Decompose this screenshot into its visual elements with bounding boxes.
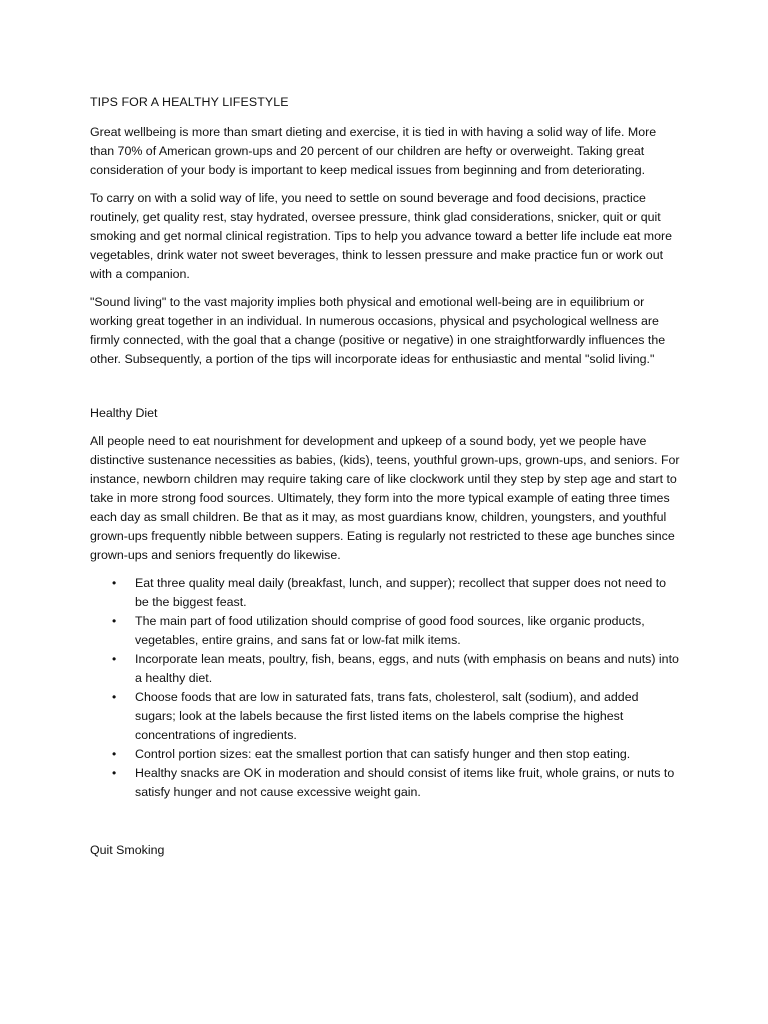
bullet-icon: • [112, 576, 117, 590]
list-item [90, 612, 680, 650]
quit-smoking-heading: Quit Smoking [90, 843, 165, 857]
bullet-icon: • [112, 690, 117, 704]
bullet-icon: • [112, 614, 117, 628]
list-item [90, 688, 680, 745]
list-item-text: Choose foods that are low in saturated fats, trans fats, cholesterol, salt (sodium), and added sugars; look at the labels because the first listed items on the labels comprise the highest concentrations of ingredients. [135, 690, 639, 742]
healthy-diet-paragraph: All people need to eat nourishment for development and upkeep of a sound body, yet we people have distinctive sustenance necessities as babies, (kids), teens, youthful grown-ups, grown-ups, and seniors. For instance, newborn children may require taking care of like clockwork until they step by step age and start to take in more strong food sources. Ultimately, they form into the more typical example of eating three times each day as small children. Be that as it may, as most guardians know, children, youngsters, and youthful grown-ups frequently nibble between suppers. Eating is regularly not restricted to these age bunches since grown-ups and seniors frequently do likewise. [90, 434, 680, 562]
list-item [90, 650, 680, 688]
list-item [90, 764, 680, 802]
document-content [90, 93, 680, 869]
bullet-icon: • [112, 766, 117, 780]
section-spacer [90, 802, 680, 841]
list-item [90, 745, 680, 764]
healthy-diet-bullet-list [90, 574, 680, 802]
document-title: TIPS FOR A HEALTHY LIFESTYLE [90, 95, 289, 109]
list-item-text: The main part of food utilization should comprise of good food sources, like organic products, vegetables, entire grains, and sans fat or low-fat milk items. [135, 614, 645, 647]
list-item-text: Healthy snacks are OK in moderation and should consist of items like fruit, whole grains, or nuts to satisfy hunger and not cause excessive weight gain. [135, 766, 675, 799]
bullet-icon: • [112, 747, 117, 761]
list-item-text: Control portion sizes: eat the smallest portion that can satisfy hunger and then stop eating. [135, 747, 631, 761]
bullet-icon: • [112, 652, 117, 666]
list-item-text: Incorporate lean meats, poultry, fish, beans, eggs, and nuts (with emphasis on beans and nuts) into a healthy diet. [135, 652, 679, 685]
intro-paragraph: "Sound living" to the vast majority implies both physical and emotional well-being are in equilibrium or working great together in an individual. In numerous occasions, physical and psychological wellness are firmly connected, with the goal that a change (positive or negative) in one straightforwardly influences the other. Subsequently, a portion of the tips will incorporate ideas for enthusiastic and mental "solid living." [90, 295, 666, 366]
intro-paragraph: To carry on with a solid way of life, you need to settle on sound beverage and food decisions, practice routinely, get quality rest, stay hydrated, oversee pressure, think glad considerations, snicker, quit or quit smoking and get normal clinical registration. Tips to help you advance toward a better life include eat more vegetables, drink water not sweet beverages, think to lessen pressure and make practice fun or work out with a companion. [90, 191, 672, 281]
section-spacer [90, 378, 680, 404]
list-item [90, 574, 680, 612]
list-item-text: Eat three quality meal daily (breakfast, lunch, and supper); recollect that supper does not need to be the biggest feast. [135, 576, 667, 609]
healthy-diet-heading: Healthy Diet [90, 406, 158, 420]
intro-paragraph: Great wellbeing is more than smart dieting and exercise, it is tied in with having a solid way of life. More than 70% of American grown-ups and 20 percent of our children are hefty or overweight. Taking great consideration of your body is important to keep medical issues from beginning and from deteriorating. [90, 125, 657, 177]
